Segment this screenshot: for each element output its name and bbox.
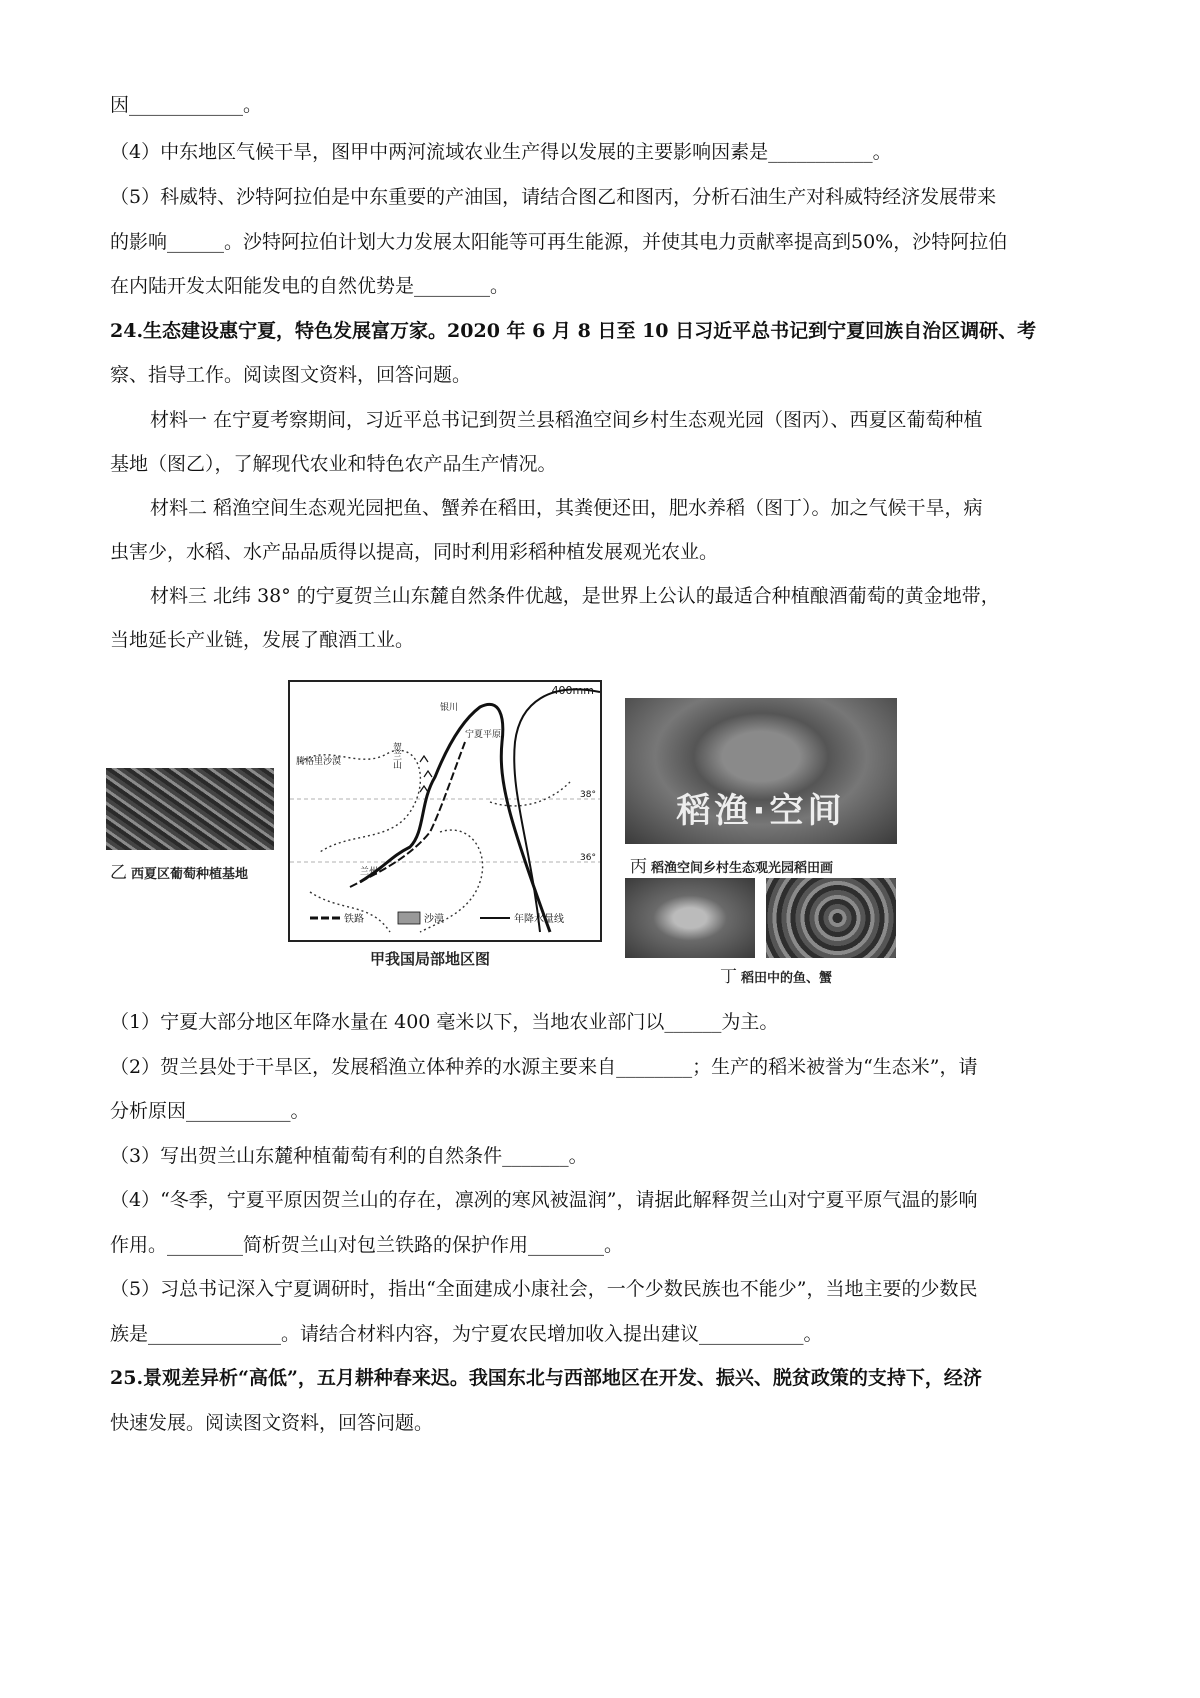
- place-label: 宁夏平原: [465, 730, 502, 740]
- figure-jia-caption: 甲我国局部地区图: [370, 950, 491, 968]
- latitude-label: 36°: [580, 853, 596, 863]
- latitude-label: 38°: [580, 790, 596, 800]
- place-label: 腾格里沙漠: [296, 757, 342, 767]
- text-line: 当地延长产业链，发展了酿酒工业。: [110, 629, 415, 651]
- figure-yi-key: 乙: [110, 863, 127, 883]
- question-line: （1）宁夏大部分地区年降水量在 400 毫米以下，当地农业部门以______为主。: [110, 1011, 779, 1033]
- text-line: 的影响______。沙特阿拉伯计划大力发展太阳能等可再生能源，并使其电力贡献率提高到50%，沙特阿拉伯: [110, 231, 1008, 253]
- place-label: 贺兰山: [391, 742, 401, 769]
- legend-desert: 沙漠: [424, 914, 444, 925]
- text-line: 基地（图乙），了解现代农业和特色农产品生产情况。: [110, 453, 557, 475]
- figure-bing-key: 丙: [630, 857, 647, 877]
- crab-photo: [766, 878, 896, 958]
- material-one: 材料一 在宁夏考察期间，习近平总书记到贺兰县稻渔空间乡村生态观光园（图丙）、西夏区葡萄种植: [150, 409, 983, 431]
- text-line: 在内陆开发太阳能发电的自然优势是________。: [110, 275, 510, 297]
- material-three: 材料三 北纬 38° 的宁夏贺兰山东麓自然条件优越，是世界上公认的最适合种植酿酒葡萄的黄金地带，: [150, 585, 1000, 607]
- figure-ding-caption: [720, 962, 832, 987]
- figure-ding-key: 丁: [720, 967, 737, 987]
- legend-isohyet: 年降水量线: [514, 914, 564, 925]
- isohyet-label: 400mm: [551, 684, 594, 697]
- question-line: （4）中东地区气候干旱，图甲中两河流域农业生产得以发展的主要影响因素是___________。: [110, 141, 892, 163]
- rice-art-sign: 稻渔·空间: [676, 791, 846, 831]
- question-line: （4）“冬季，宁夏平原因贺兰山的存在，凛冽的寒风被温润”，请据此解释贺兰山对宁夏平原气温的影响: [110, 1189, 978, 1211]
- text-line: 察、指导工作。阅读图文资料，回答问题。: [110, 364, 472, 386]
- text-line: 因____________。: [110, 94, 263, 116]
- figure-bing-caption-text: 稻渔空间乡村生态观光园稻田画: [651, 861, 834, 876]
- figure-bing-caption: [630, 852, 833, 877]
- text-line: 族是______________。请结合材料内容，为宁夏农民增加收入提出建议___________。: [110, 1323, 823, 1345]
- map-drawing: [290, 682, 600, 940]
- question-line: （2）贺兰县处于干旱区，发展稻渔立体种养的水源主要来自________；生产的稻米被誉为“生态米”，请: [110, 1056, 978, 1078]
- place-label: 兰州: [360, 867, 379, 877]
- text-line: 作用。________简析贺兰山对包兰铁路的保护作用________。: [110, 1234, 624, 1256]
- place-label: 银川: [440, 703, 459, 713]
- fish-photo: [625, 878, 755, 958]
- figure-yi-caption-text: 西夏区葡萄种植基地: [131, 867, 249, 882]
- question-heading-25: 25.景观差异析“高低”，五月耕种春来迟。我国东北与西部地区在开发、振兴、脱贫政策的支持下，经济: [110, 1367, 982, 1389]
- text-line: 快速发展。阅读图文资料，回答问题。: [110, 1412, 434, 1434]
- question-line: （5）科威特、沙特阿拉伯是中东重要的产油国，请结合图乙和图丙，分析石油生产对科威特经济发展带来: [110, 186, 997, 208]
- text-line: 虫害少，水稻、水产品品质得以提高，同时利用彩稻种植发展观光农业。: [110, 541, 719, 563]
- material-two: 材料二 稻渔空间生态观光园把鱼、蟹养在稻田，其粪便还田，肥水养稻（图丁）。加之气候干旱，病: [150, 497, 983, 519]
- vineyard-photo: [106, 768, 274, 850]
- figure-ding-caption-text: 稻田中的鱼、蟹: [741, 971, 833, 986]
- question-line: （5）习总书记深入宁夏调研时，指出“全面建成小康社会，一个少数民族也不能少”，当地主要的少数民: [110, 1278, 978, 1300]
- rice-field-art-photo: [625, 698, 897, 844]
- map-figure: [288, 680, 602, 942]
- question-heading-24: 24.生态建设惠宁夏，特色发展富万家。2020 年 6 月 8 日至 10 日习近平总书记到宁夏回族自治区调研、考: [110, 320, 1037, 342]
- legend-railway: 铁路: [344, 914, 364, 925]
- figure-yi-caption: [110, 858, 248, 883]
- question-line: （3）写出贺兰山东麓种植葡萄有利的自然条件_______。: [110, 1145, 588, 1167]
- text-line: 分析原因___________。: [110, 1100, 310, 1122]
